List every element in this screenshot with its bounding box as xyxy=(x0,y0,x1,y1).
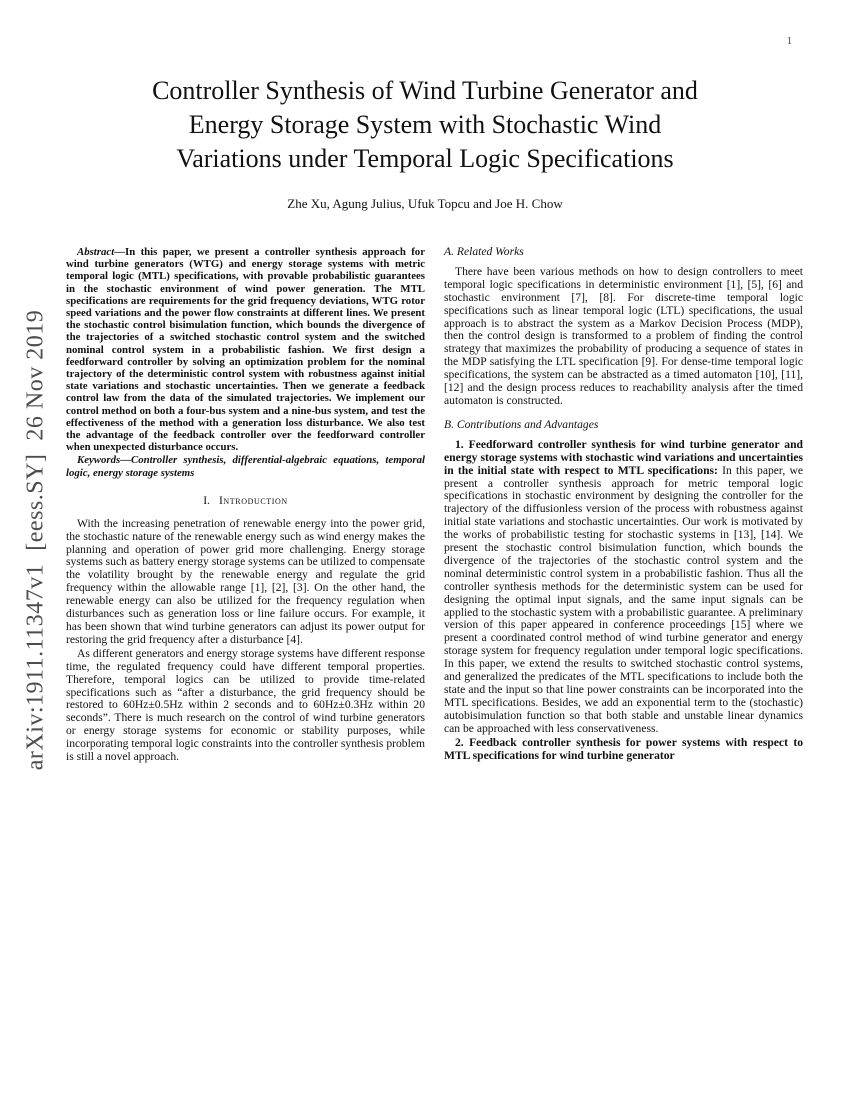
section-number: I. xyxy=(203,493,210,507)
keywords-paragraph xyxy=(66,454,425,478)
intro-paragraph-2: As different generators and energy storage systems have different response time, the regulated frequency could have different temporal properties. Therefore, temporal logics can be utilized to provide time-related specifications such as “after a disturbance, the grid frequency should be restored to 60Hz±0.5Hz within 2 seconds and to 60Hz±0.3Hz within 20 seconds”. There is much research on the control of wind turbine generators or energy storage systems for economic or stability purposes, while incorporating temporal logic constraints into the controller synthesis problem is still a novel approach. xyxy=(66,646,425,764)
arxiv-stamp: arXiv:1911.11347v1 [eess.SY] 26 Nov 2019 xyxy=(22,309,49,771)
contribution-item-1 xyxy=(444,439,803,736)
authors-line: Zhe Xu, Agung Julius, Ufuk Topcu and Joe H. Chow xyxy=(287,196,563,211)
subsection-heading-related-works: A. Related Works xyxy=(444,245,524,258)
related-works-paragraph: There have been various methods on how to design controllers to meet temporal logic specifications in deterministic environment [1], [5], [6] and stochastic environment [7], [8]. For discrete-time temporal logic specifications such as linear temporal logic (LTL) specifications, the usual approach is to abstract the system as a Markov Decision Process (MDP), then the control design is transformed to a problem of finding the control strategy that maximizes the probability of producing a sequence of states in the MDP satisfying the LTL specification [9]. For dense-time temporal logic specifications, the system can be abstracted as a timed automaton [10], [11], [12] and the design process reduces to reachability analysis after the timed automaton is constructed. xyxy=(444,264,803,407)
abstract-label: Abstract— xyxy=(77,246,125,258)
abstract-text: In this paper, we present a controller synthesis approach for wind turbine generators (WTG) and energy storage systems with metric temporal logic (MTL) specifications, with provable probabilistic guarantees in the stochastic environment of wind power generation. The MTL specifications are requirements for the grid frequency deviations, WTG rotor speed variations and the power flow constraints at different lines. We present the stochastic control bisimulation function, which bounds the divergence of the trajectories of a switched stochastic control system and the switched nominal control system in a probabilistic fashion. We first design a feedforward controller by solving an optimization problem for the nominal trajectory of the deterministic control system with robustness against initial state variations and stochastic uncertainties. Then we generate a feedback control law from the data of the simulated trajectories. We implement our control method on both a four-bus system and a nine-bus system, and test the effectiveness of the method with a generation loss disturbance. We also test the advantage of the feedback controller over the feedforward controller when unexpected disturbance occurs. xyxy=(66,246,425,454)
section-title: Introduction xyxy=(218,493,288,507)
paper-title-line-2: Energy Storage System with Stochastic Wind xyxy=(188,110,662,139)
intro-paragraph-1: With the increasing penetration of renewable energy into the power grid, the stochastic nature of the renewable energy such as wind energy makes the planning and operation of power grid more challenging. Energy storage systems such as battery energy storage systems can be utilized to compensate the volatility brought by the renewable energy and regulate the grid frequency within the allowable range [1], [2], [3]. On the other hand, the renewable energy can also be utilized for the frequency regulation when disturbances such as generation loss or line failure occurs. For example, it has been shown that wind turbine generators can adjust its power output for restoring the grid frequency after a disturbance [4]. xyxy=(66,516,425,646)
section-heading-introduction xyxy=(66,495,425,508)
subsection-heading-contributions: B. Contributions and Advantages xyxy=(444,417,599,431)
paper-title-line-1: Controller Synthesis of Wind Turbine Generator and xyxy=(152,76,698,105)
paper-title xyxy=(70,74,780,176)
contribution-item-2 xyxy=(444,737,803,763)
right-column xyxy=(444,246,803,764)
keywords-text: Controller synthesis, differential-algebraic equations, temporal logic, energy storage systems xyxy=(66,454,425,479)
keywords-label: Keywords— xyxy=(77,454,131,467)
two-column-body xyxy=(66,246,803,764)
contribution-1-body: In this paper, we present a controller synthesis approach for metric temporal logic specifications in stochastic environment by designing the controller for the trajectory of the diffusionless version of the process with robustness against initial state variations and stochastic uncertainties. Our work is motivated by the works of probabilistic testing for stochastic systems in [13], [14]. We present the stochastic control bisimulation function, which bounds the divergence of the trajectories of the stochastic control system and the nominal deterministic control system in a probabilistic fashion. Thus all the controller synthesis methods for the deterministic system can be used for designing the optimal input signals, and the same input signals can be applied to the stochastic system with a probabilistic guarantee. A preliminary version of this paper appeared in conference proceedings [15] where we present a coordinated control method of wind turbine generator and energy storage system for frequency regulation under temporal logic specifications. In this paper, we extend the results to switched stochastic control systems, and generalized the predicates of the MTL specifications to include both the state and the input so that line power constraints can be incorporated into the MTL specifications. Besides, we add an exponential term to the (stochastic) autobisimulation function so that both stable and unstable linear dynamics can be approached with less conservativeness. xyxy=(444,463,803,735)
contribution-2-lead: 2. Feedback controller synthesis for power systems with respect to MTL specifications for wind turbine generator xyxy=(444,735,803,762)
contribution-1-lead: 1. Feedforward controller synthesis for wind turbine generator and energy storage systems with stochastic wind variations and uncertainties in the initial state with respect to MTL specifications: xyxy=(444,437,803,477)
page-number: 1 xyxy=(787,36,792,47)
paper-title-line-3: Variations under Temporal Logic Specifications xyxy=(176,144,674,173)
left-column xyxy=(66,246,425,764)
abstract-paragraph xyxy=(66,246,425,453)
